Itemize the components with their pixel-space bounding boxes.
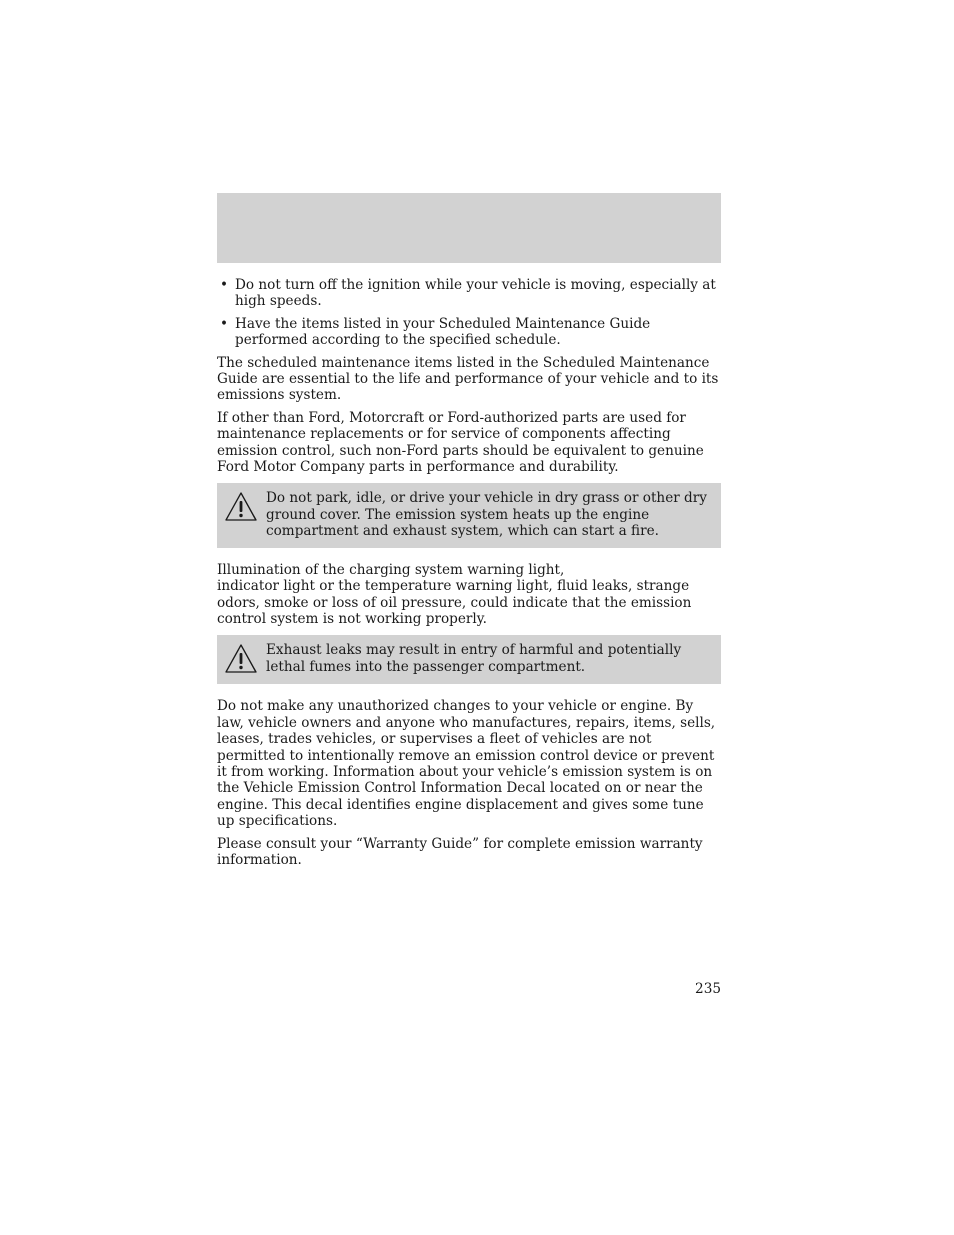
bullet-icon: • (220, 315, 229, 332)
illumination-line-rest: indicator light or the temperature warning light, fluid leaks, strange odors, smoke or loss of oil pressure, could indicate that the emission control system is not working properly. (217, 578, 692, 627)
page-content (217, 277, 721, 874)
section-header-bar (217, 193, 721, 263)
list-item (217, 316, 721, 349)
illumination-paragraph (217, 562, 721, 628)
bullet-list (217, 277, 721, 349)
warning-triangle-icon (224, 642, 258, 676)
page-number: 235 (695, 981, 721, 997)
parts-paragraph: If other than Ford, Motorcraft or Ford-authorized parts are used for maintenance replacements or for service of components affecting emission control, such non-Ford parts should be equivalent to genuine Ford Motor Company parts in performance and durability. (217, 409, 704, 476)
bullet-text: Do not turn off the ignition while your vehicle is moving, especially at high speeds. (235, 277, 716, 310)
warranty-paragraph: Please consult your “Warranty Guide” for complete emission warranty information. (217, 835, 703, 868)
fire-warning-box (217, 483, 721, 547)
list-item (217, 277, 721, 310)
exhaust-warning-box (217, 635, 721, 684)
warning-triangle-icon (224, 490, 258, 524)
fire-warning-text: Do not park, idle, or drive your vehicle in dry grass or other dry ground cover. The emission system heats up the engine compartment and exhaust system, which can start a fire. (266, 490, 707, 540)
maintenance-paragraph: The scheduled maintenance items listed in the Scheduled Maintenance Guide are essential to the life and performance of your vehicle and to its emissions system. (217, 354, 719, 404)
bullet-text: Have the items listed in your Scheduled Maintenance Guide performed according to the specified schedule. (235, 315, 651, 349)
illumination-line-1: Illumination of the charging system warning light, (217, 561, 565, 578)
bullet-icon: • (220, 277, 229, 293)
exhaust-warning-text: Exhaust leaks may result in entry of harmful and potentially lethal fumes into the passenger compartment. (266, 642, 682, 675)
changes-paragraph: Do not make any unauthorized changes to your vehicle or engine. By law, vehicle owners and anyone who manufactures, repairs, items, sells, leases, trades vehicles, or supervises a fleet of vehicles are not permitted to intentionally remove an emission control device or prevent it from working. Information about your vehicle’s emission system is on the Vehicle Emission Control Information Decal located on or near the engine. This decal identifies engine displacement and gives some tune up specifications. (217, 698, 716, 830)
